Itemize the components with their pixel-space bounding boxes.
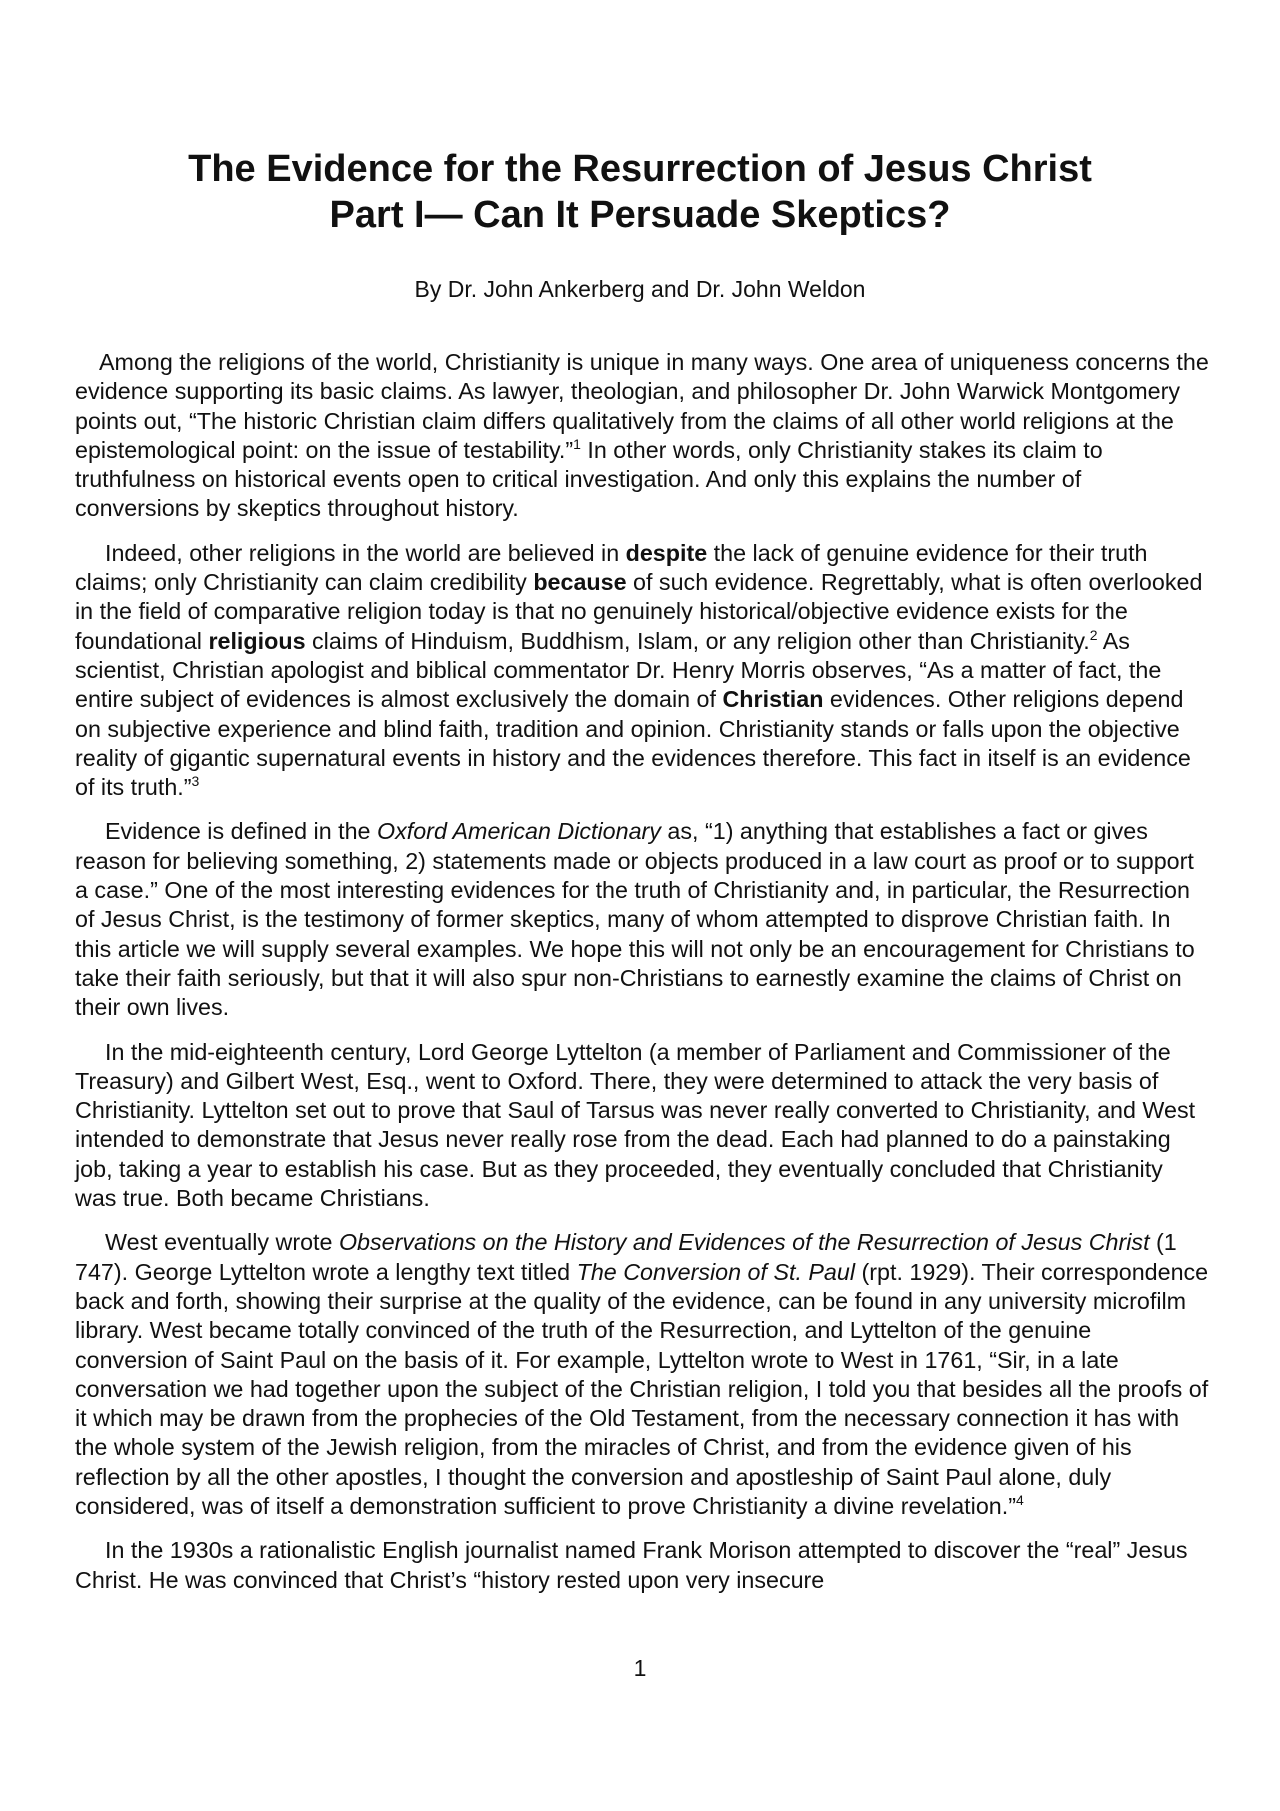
p3-italic-dictionary: Oxford American Dictionary: [376, 818, 661, 845]
p2-bold-despite: despite: [625, 539, 708, 566]
p5-italic-conversion: The Conversion of St. Paul: [576, 1258, 856, 1285]
p2-text-d: of such evidence. Regrettably, what is often overlooked in the field of comparative religion today is that no genuinely historical/objective evidence exists for the foundational: [75, 569, 1203, 654]
page-title: [0, 146, 1280, 238]
paragraph-6: [75, 1536, 1210, 1595]
byline: By Dr. John Ankerberg and Dr. John Weldon: [414, 276, 866, 302]
p6-text-a: In the 1930s a rationalistic English journalist named Frank Morison attempted to discover the “real” Jesus Christ. He was convinced that Christ’s “history rested upon very insecure: [75, 1537, 1188, 1593]
p4-text-a: In the mid-eighteenth century, Lord George Lyttelton (a member of Parliament and Commissioner of the Treasury) and Gilbert West, Esq., went to Oxford. There, they were determined to attack the very basis of Christianity. Lyttelton set out to prove that Saul of Tarsus was never really converted to Christianity, and West intended to demonstrate that Jesus never really rose from the dead. Each had planned to do a painstaking job, taking a year to establish his case. But as they proceeded, they eventually concluded that Christianity was true. Both became Christians.: [75, 1038, 1196, 1212]
p5-text-c: (rpt. 1929). Their correspondence back and forth, showing their surprise at the quality of the evidence, can be found in any university microfilm library. West became totally convinced of the truth of the Resurrection, and Lyttelton of the genuine conversion of Saint Paul on the basis of it. For example, Lyttelton wrote to West in 1761, “Sir, in a late conversation we had together upon the subject of the Christian religion, I told you that besides all the proofs of it which may be drawn from the prophecies of the Old Testament, from the necessary connection it has with the whole system of the Jewish religion, from the miracles of Christ, and from the evidence given of his reflection by all the other apostles, I thought the conversion and apostleship of Saint Paul alone, duly considered, was of itself a demonstration sufficient to prove Christianity a divine revelation.”: [75, 1258, 1209, 1519]
p2-bold-because: because: [533, 569, 627, 596]
p1-text-a: Among the religions of the world, Christianity is unique in many ways. One area of uniqueness concerns the evidence supporting its basic claims. As lawyer, theologian, and philosopher Dr. John Warwick Montgomery points out, “The historic Christian claim differs qualitatively from the claims of all other world religions at the epistemological point: on the issue of testability.”: [75, 349, 1209, 463]
p2-bold-christian: Christian: [722, 686, 824, 713]
p2-text-c: the lack of genuine evidence for their truth claims; only Christianity can claim credibility: [75, 539, 1148, 596]
paragraph-3: [75, 817, 1210, 1022]
p3-text-b: as, “1) anything that establishes a fact or gives reason for believing something, 2) statements made or objects produced in a law court as proof or to support a case.” One of the most interesting evidences for the truth of Christianity and, in particular, the Resurrection of Jesus Christ, is the testimony of former skeptics, many of whom attempted to disprove Christian faith. In this article we will supply several examples. We hope this will not only be an encouragement for Christians to take their faith seriously, but that it will also spur non-Christians to earnestly examine the claims of Christ on their own lives.: [75, 818, 1195, 1021]
title-line-2: Part I— Can It Persuade Skeptics?: [329, 194, 951, 236]
p2-bold-religious: religious: [208, 627, 306, 654]
p5-text-a: West eventually wrote: [105, 1229, 339, 1256]
article-body: [75, 348, 1210, 1610]
footnote-ref-3: 3: [191, 773, 200, 790]
p2-text-f: As scientist, Christian apologist and biblical commentator Dr. Henry Morris observes, “As a matter of fact, the entire subject of evidences is almost exclusively the domain of: [75, 627, 1162, 713]
p2-text-a: Indeed, other religions in the world are believed in: [105, 539, 626, 566]
p5-italic-observations: Observations on the History and Evidences of the Resurrection of Jesus Christ: [338, 1229, 1150, 1256]
paragraph-4: [75, 1038, 1210, 1214]
paragraph-2: [75, 539, 1210, 803]
footnote-ref-2: 2: [1089, 626, 1098, 643]
p1-text-b: In other words, only Christianity stakes its claim to truthfulness on historical events open to critical investigation. And only this explains the number of conversions by skeptics throughout history.: [75, 436, 1103, 522]
p5-text-b: (1 747). George Lyttelton wrote a lengthy text titled: [75, 1229, 1177, 1285]
page-number: 1: [633, 1655, 647, 1681]
paragraph-1: [75, 348, 1210, 524]
p3-text-a: Evidence is defined in the: [105, 818, 377, 845]
p2-text-e: claims of Hinduism, Buddhism, Islam, or any religion other than Christianity.: [305, 627, 1090, 654]
p2-text-g: evidences. Other religions depend on subjective experience and blind faith, tradition and opinion. Christianity stands or falls upon the objective reality of gigantic supernatural events in history and the evidences therefore. This fact in itself is an evidence of its truth.”: [75, 686, 1191, 801]
paragraph-5: [75, 1228, 1210, 1521]
title-line-1: The Evidence for the Resurrection of Jesus Christ: [188, 148, 1092, 190]
footnote-ref-1: 1: [573, 435, 581, 452]
footnote-ref-4: 4: [1015, 1491, 1024, 1508]
